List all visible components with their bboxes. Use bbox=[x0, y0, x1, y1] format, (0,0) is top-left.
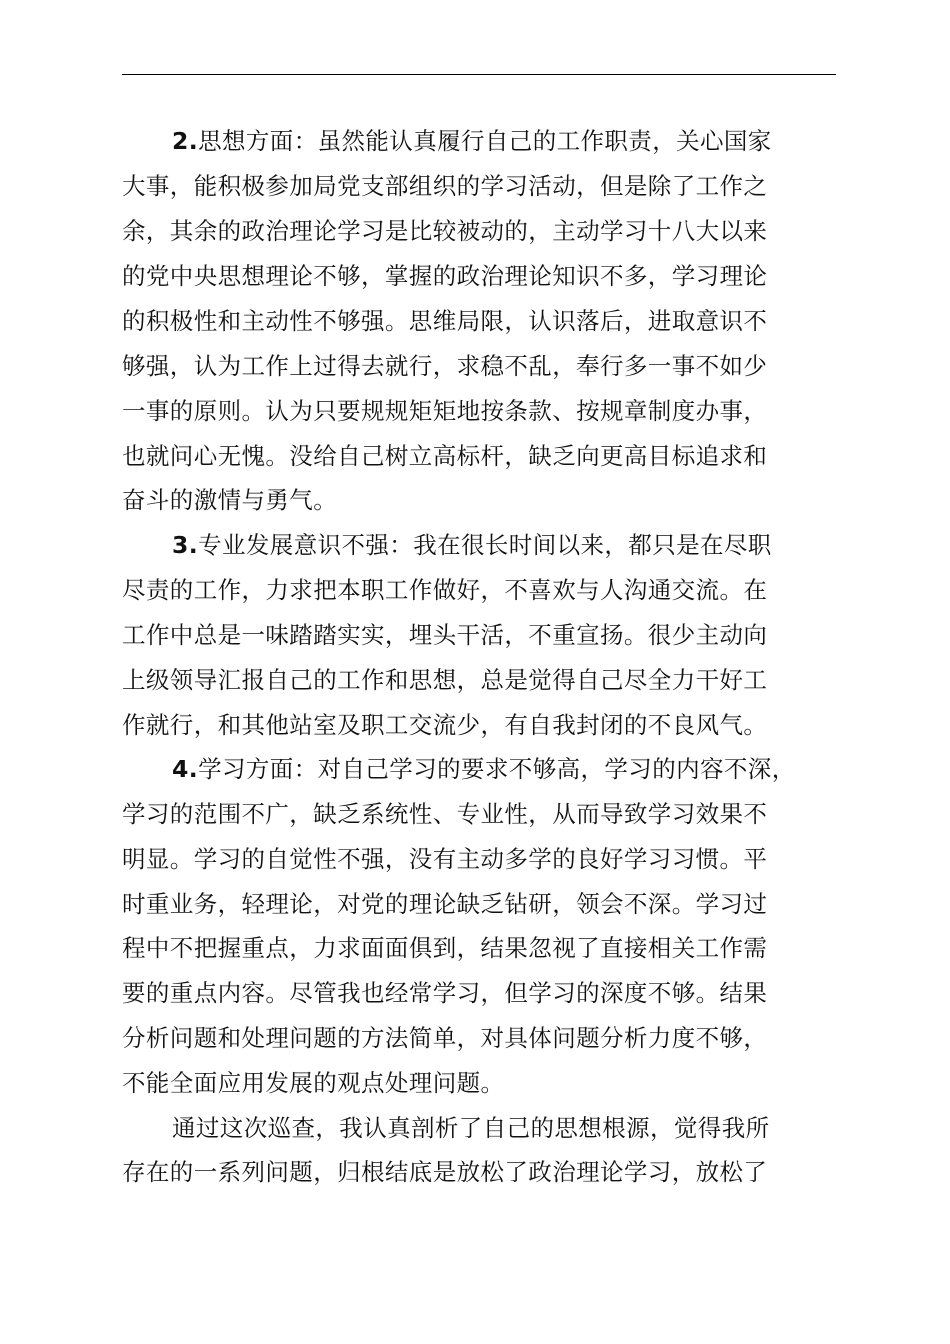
paragraph-2-line-6: 够强，认为工作上过得去就行，求稳不乱，奉行多一事不如少 bbox=[122, 352, 768, 380]
paragraph-3-line-4: 上级领导汇报自己的工作和思想，总是觉得自己尽全力干好工 bbox=[122, 666, 768, 694]
paragraph-2-line-8: 也就问心无愧。没给自己树立高标杆，缺乏向更高目标追求和 bbox=[122, 442, 768, 470]
paragraph-3-line-2: 尽责的工作，力求把本职工作做好，不喜欢与人沟通交流。在 bbox=[122, 576, 768, 604]
paragraph-2-line-2: 大事，能积极参加局党支部组织的学习活动，但是除了工作之 bbox=[122, 172, 768, 200]
paragraph-4-line-3: 明显。学习的自觉性不强，没有主动多学的良好学习习惯。平 bbox=[122, 845, 768, 873]
paragraph-2-line-1 bbox=[172, 119, 772, 163]
paragraph-3-line-1 bbox=[172, 523, 772, 567]
paragraph-4-line-5: 程中不把握重点，力求面面俱到，结果忽视了直接相关工作需 bbox=[122, 934, 768, 962]
paragraph-number: 4. bbox=[172, 755, 199, 783]
paragraph-4-line-6: 要的重点内容。尽管我也经常学习，但学习的深度不够。结果 bbox=[122, 979, 768, 1007]
paragraph-4-line-4: 时重业务，轻理论，对党的理论缺乏钻研，领会不深。学习过 bbox=[122, 890, 768, 918]
paragraph-text: 思想方面：虽然能认真履行自己的工作职责，关心国家 bbox=[198, 127, 772, 155]
paragraph-2-line-7: 一事的原则。认为只要规规矩矩地按条款、按规章制度办事， bbox=[122, 397, 768, 425]
paragraph-5-line-2: 存在的一系列问题，归根结底是放松了政治理论学习，放松了 bbox=[122, 1158, 768, 1186]
paragraph-number: 2. bbox=[172, 127, 199, 155]
paragraph-4-line-1 bbox=[172, 747, 796, 791]
paragraph-4-line-2: 学习的范围不广，缺乏系统性、专业性，从而导致学习效果不 bbox=[122, 800, 768, 828]
paragraph-2-line-5: 的积极性和主动性不够强。思维局限，认识落后，进取意识不 bbox=[122, 307, 768, 335]
paragraph-4-line-8: 不能全面应用发展的观点处理问题。 bbox=[122, 1069, 505, 1097]
paragraph-3-line-5: 作就行，和其他站室及职工交流少，有自我封闭的不良风气。 bbox=[122, 711, 768, 739]
paragraph-text: 专业发展意识不强：我在很长时间以来，都只是在尽职 bbox=[198, 531, 772, 559]
paragraph-2-line-3: 余，其余的政治理论学习是比较被动的，主动学习十八大以来 bbox=[122, 217, 768, 245]
paragraph-4-line-7: 分析问题和处理问题的方法简单，对具体问题分析力度不够， bbox=[122, 1024, 768, 1052]
paragraph-3-line-3: 工作中总是一味踏踏实实，埋头干活，不重宣扬。很少主动向 bbox=[122, 621, 768, 649]
paragraph-2-line-9: 奋斗的激情与勇气。 bbox=[122, 486, 338, 514]
paragraph-5-line-1: 通过这次巡查，我认真剖析了自己的思想根源，觉得我所 bbox=[172, 1114, 770, 1142]
paragraph-number: 3. bbox=[172, 531, 199, 559]
paragraph-2-line-4: 的党中央思想理论不够，掌握的政治理论知识不多，学习理论 bbox=[122, 262, 768, 290]
paragraph-text: 学习方面：对自己学习的要求不够高，学习的内容不深， bbox=[198, 755, 796, 783]
